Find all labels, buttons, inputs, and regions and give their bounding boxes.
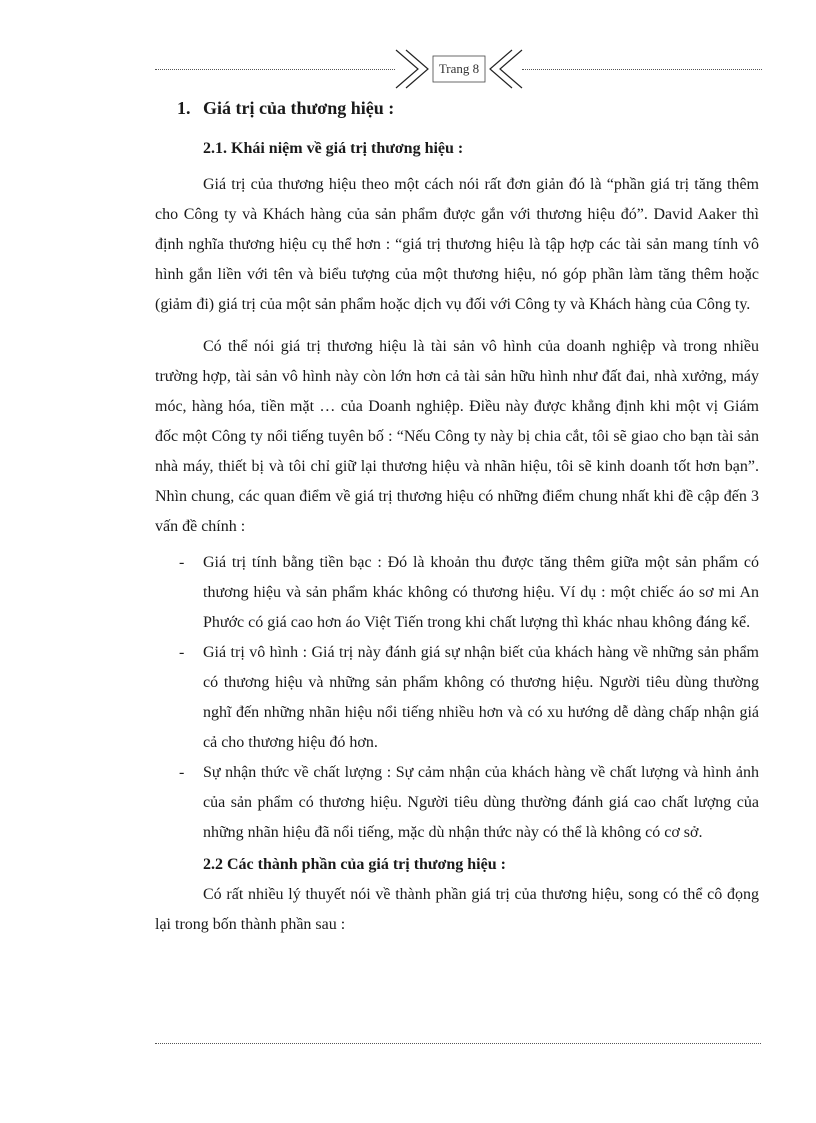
paragraph-definition: Giá trị của thương hiệu theo một cách nói rất đơn giản đó là “phần giá trị tăng thêm cho Công ty và Khách hàng của sản phẩm được gắn với thương hiệu đó”. David Aaker thì định nghĩa thương hiệu cụ thể hơn : “giá trị thương hiệu là tập hợp các tài sản mang tính vô hình gắn liền với tên và biểu tượng của một thương hiệu, nó góp phần làm tăng thêm hoặc (giảm đi) giá trị của một sản phẩm hoặc dịch vụ đối với Công ty và Khách hàng của Công ty. [155, 176, 759, 313]
dash-bullet: - [179, 554, 185, 571]
list-item [155, 548, 759, 638]
section-title: Giá trị của thương hiệu : [203, 98, 395, 118]
footer-rule [155, 1043, 761, 1044]
list-item [155, 758, 759, 848]
list-item [155, 638, 759, 758]
subsection-heading-2-1: 2.1. Khái niệm về giá trị thương hiệu : [203, 140, 464, 157]
dash-bullet: - [179, 644, 185, 661]
list-item-text: Sự nhận thức về chất lượng : Sự cảm nhận của khách hàng về chất lượng và hình ảnh của sản phẩm có thương hiệu. Người tiêu dùng thường đánh giá cao chất lượng của những nhãn hiệu đã nổi tiếng, mặc dù nhận thức này có thể là không có cơ sở. [203, 764, 759, 841]
section-number: 1. [177, 98, 191, 118]
value-aspects-list [155, 548, 759, 848]
list-item-text: Giá trị tính bằng tiền bạc : Đó là khoản thu được tăng thêm giữa một sản phẩm có thương hiệu và sản phẩm khác không có thương hiệu. Ví dụ : một chiếc áo sơ mi An Phước có giá cao hơn áo Việt Tiến trong khi chất lượng thì khác nhau không đáng kể. [203, 554, 759, 631]
dash-bullet: - [179, 764, 185, 781]
page-number-label: Trang 8 [438, 61, 480, 76]
paragraph-components: Có rất nhiều lý thuyết nói về thành phần giá trị của thương hiệu, song có thể cô đọng lại trong bốn thành phần sau : [155, 886, 759, 933]
document-body [155, 92, 759, 940]
header-rule-right [522, 69, 762, 70]
subsection-heading-2-2: 2.2 Các thành phần của giá trị thương hiệu : [203, 856, 506, 873]
header-rule-left [155, 69, 395, 70]
section-heading [155, 92, 759, 124]
paragraph-intangible-asset: Có thể nói giá trị thương hiệu là tài sản vô hình của doanh nghiệp và trong nhiều trường hợp, tài sản vô hình này còn lớn hơn cả tài sản hữu hình như đất đai, nhà xưởng, máy móc, hàng hóa, tiền mặt … của Doanh nghiệp. Điều này được khẳng định khi một vị Giám đốc một Công ty nổi tiếng tuyên bố : “Nếu Công ty này bị chia cắt, tôi sẽ giao cho bạn tài sản nhà máy, thiết bị và tôi chỉ giữ lại thương hiệu và nhãn hiệu, tôi sẽ kinh doanh tốt hơn bạn”. Nhìn chung, các quan điểm về giá trị thương hiệu có những điểm chung nhất khi đề cập đến 3 vấn đề chính : [155, 338, 759, 535]
list-item-text: Giá trị vô hình : Giá trị này đánh giá sự nhận biết của khách hàng về những sản phẩm có thương hiệu và những sản phẩm không có thương hiệu. Người tiêu dùng thường nghĩ đến những nhãn hiệu nổi tiếng nhiều hơn và có xu hướng dễ dàng chấp nhận giá cả cho thương hiệu đó hơn. [203, 644, 759, 751]
